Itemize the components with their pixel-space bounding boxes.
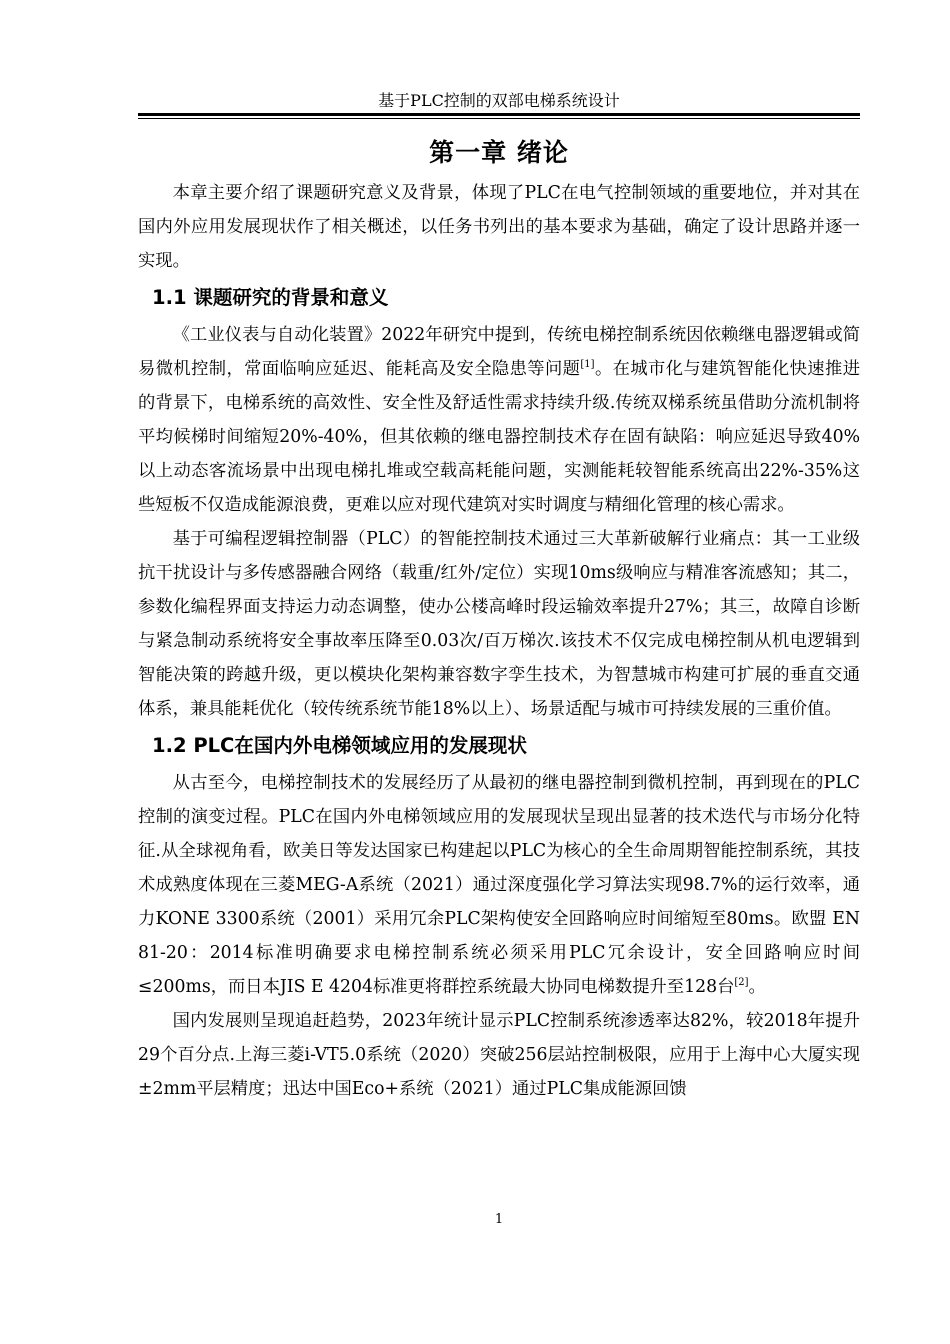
section-1-1-paragraph-2: 基于可编程逻辑控制器（PLC）的智能控制技术通过三大革新破解行业痛点：其一工业级抗干扰设计与多传感器融合网络（载重/红外/定位）实现10ms级响应与精准客流感知；其二，参数化编程界面支持运力动态调整，使办公楼高峰时段运输效率提升27%；其三，故障自诊断与紧急制动系统将安全事故率压降至0.03次/百万梯次.该技术不仅完成电梯控制从机电逻辑到智能决策的跨越升级，更以模块化架构兼容数字孪生技术，为智慧城市构建可扩展的垂直交通体系，兼具能耗优化（较传统系统节能18%以上）、场景适配与城市可持续发展的三重价值。 (138, 529, 860, 719)
section-1-2-paragraph-2: 国内发展则呈现追赶趋势，2023年统计显示PLC控制系统渗透率达82%，较2018年提升29个百分点.上海三菱i-VT5.0系统（2020）突破256层站控制极限，应用于上海中心大厦实现±2mm平层精度；迅达中国Eco+系统（2021）通过PLC集成能源回馈 (138, 1011, 860, 1099)
section-heading-1-2: 1.2 PLC在国内外电梯领域应用的发展现状 (152, 734, 527, 757)
running-header: 基于PLC控制的双部电梯系统设计 (378, 91, 620, 110)
section-1-2-paragraph-1 (138, 766, 860, 1004)
paragraph-text: 《工业仪表与自动化装置》2022年研究中提到，传统电梯控制系统因依赖继电器逻辑或简易微机控制，常面临响应延迟、能耗高及安全隐患等问题 (138, 325, 860, 379)
header-rule-thick (138, 113, 860, 116)
page-number: 1 (494, 1212, 504, 1227)
paragraph-text: 从古至今，电梯控制技术的发展经历了从最初的继电器控制到微机控制，再到现在的PLC控制的演变过程。PLC在国内外电梯领域应用的发展现状呈现出显著的技术迭代与市场分化特征.从全球视角看，欧美日等发达国家已构建起以PLC为核心的全生命周期智能控制系统，其技术成熟度体现在三菱MEG-A系统（2021）通过深度强化学习算法实现98.7%的运行效率，通力KONE 3300系统（2001）采用冗余PLC架构使安全回路响应时间缩短至80ms。欧盟 EN 81-20：2014标准明确要求电梯控制系统必须采用PLC冗余设计，安全回路响应时间≤200ms，而日本JIS E 4204标准更将群控系统最大协同电梯数提升至128台 (138, 773, 860, 997)
chapter-title: 第一章 绪论 (429, 138, 569, 167)
citation-ref-2[interactable]: [2] (734, 977, 749, 989)
paragraph-text: 。在城市化与建筑智能化快速推进的背景下，电梯系统的高效性、安全性及舒适性需求持续升级.传统双梯系统虽借助分流机制将平均候梯时间缩短20%-40%，但其依赖的继电器控制技术存在固有缺陷：响应延迟导致40%以上动态客流场景中出现电梯扎堆或空载高耗能问题，实测能耗较智能系统高出22%-35%这些短板不仅造成能源浪费，更难以应对现代建筑对实时调度与精细化管理的核心需求。 (138, 359, 860, 515)
header-rule-thin (138, 118, 860, 119)
chapter-intro-paragraph: 本章主要介绍了课题研究意义及背景，体现了PLC在电气控制领域的重要地位，并对其在国内外应用发展现状作了相关概述，以任务书列出的基本要求为基础，确定了设计思路并逐一实现。 (138, 183, 860, 271)
paragraph-text: 。 (748, 977, 766, 997)
citation-ref-1[interactable]: [1] (580, 359, 595, 371)
section-1-1-paragraph-1 (138, 318, 860, 522)
section-heading-1-1: 1.1 课题研究的背景和意义 (152, 286, 389, 309)
body-text (138, 176, 860, 1106)
